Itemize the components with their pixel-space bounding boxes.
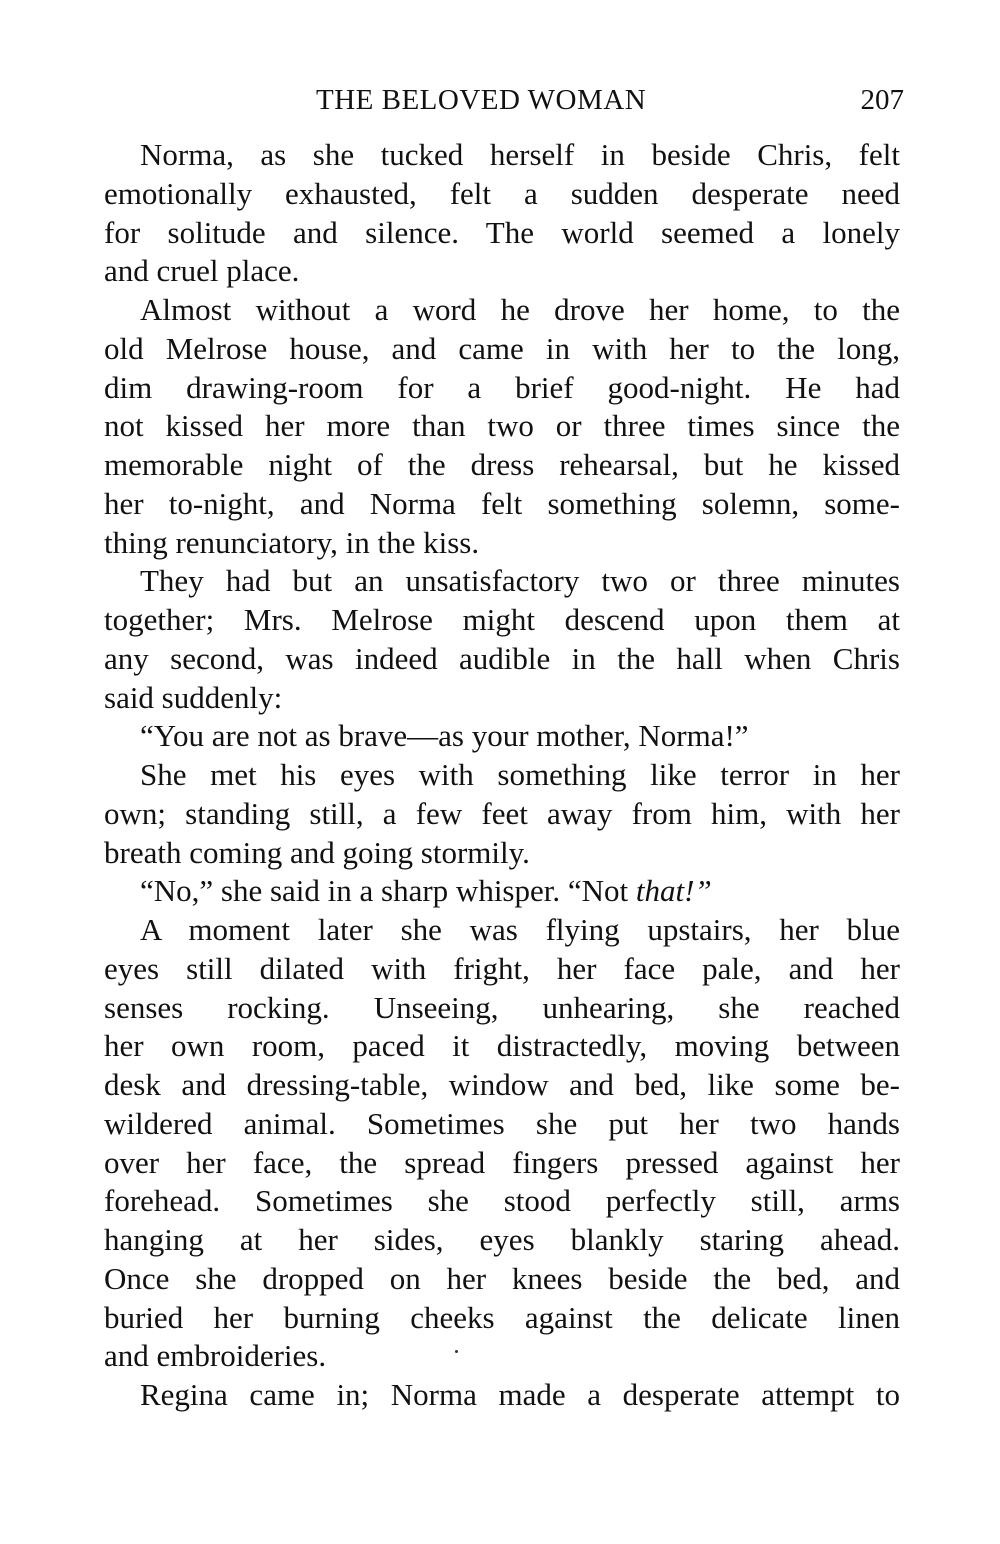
- text-line: Norma, as she tucked herself in beside Chris, felt: [140, 137, 900, 172]
- text-line: breath coming and going stormily.: [104, 834, 530, 870]
- text-line: senses rocking. Unseeing, unhearing, she reached: [104, 989, 900, 1025]
- text-line: and cruel place.: [104, 253, 300, 289]
- text-line: Once she dropped on her knees beside the bed, and: [104, 1260, 900, 1296]
- text-line: her to-night, and Norma felt something solemn, some-: [104, 485, 900, 521]
- body-text: [104, 136, 900, 1415]
- text-line: She met his eyes with something like terror in her: [140, 757, 900, 792]
- text-line: A moment later she was flying upstairs, her blue: [140, 912, 900, 947]
- text-line: “You are not as brave—as your mother, Norma!”: [140, 718, 749, 754]
- text-line-mixed: [104, 872, 900, 911]
- text-line: and embroideries.: [104, 1338, 327, 1374]
- text-segment: “No,” she said in a sharp whisper. “Not: [140, 873, 636, 909]
- running-header: [104, 82, 904, 122]
- text-line: eyes still dilated with fright, her face pale, and her: [104, 950, 900, 986]
- running-title: THE BELOVED WOMAN: [316, 84, 647, 116]
- text-line: not kissed her more than two or three times since the: [104, 408, 900, 444]
- text-line: said suddenly:: [104, 679, 283, 715]
- text-line: emotionally exhausted, felt a sudden desperate need: [104, 175, 900, 211]
- text-line: thing renunciatory, in the kiss.: [104, 524, 480, 560]
- text-line: desk and dressing-table, window and bed, like some be-: [104, 1067, 900, 1102]
- text-line: own; standing still, a few feet away from him, with her: [104, 795, 900, 831]
- text-line: for solitude and silence. The world seemed a lonely: [104, 214, 900, 250]
- text-line: hanging at her sides, eyes blankly staring ahead.: [104, 1222, 900, 1257]
- text-line: old Melrose house, and came in with her to the long,: [104, 330, 900, 366]
- text-line: any second, was indeed audible in the hall when Chris: [104, 640, 900, 676]
- text-line: together; Mrs. Melrose might descend upon them at: [104, 602, 900, 637]
- print-speck: [455, 1350, 458, 1353]
- text-line: Almost without a word he drove her home, to the: [140, 292, 900, 327]
- text-line: over her face, the spread fingers pressed against her: [104, 1144, 900, 1180]
- text-line: They had but an unsatisfactory two or three minutes: [140, 563, 900, 599]
- text-line: her own room, paced it distractedly, moving between: [104, 1028, 900, 1064]
- text-line: forehead. Sometimes she stood perfectly still, arms: [104, 1183, 900, 1219]
- text-line: buried her burning cheeks against the delicate linen: [104, 1299, 900, 1335]
- text-line: Regina came in; Norma made a desperate attempt to: [140, 1377, 900, 1412]
- text-segment-italic: that!”: [635, 873, 712, 909]
- text-line: dim drawing-room for a brief good-night. He had: [104, 369, 900, 405]
- text-line: wildered animal. Sometimes she put her two hands: [104, 1105, 900, 1141]
- page-number: 207: [860, 84, 904, 116]
- text-line: memorable night of the dress rehearsal, but he kissed: [104, 447, 900, 482]
